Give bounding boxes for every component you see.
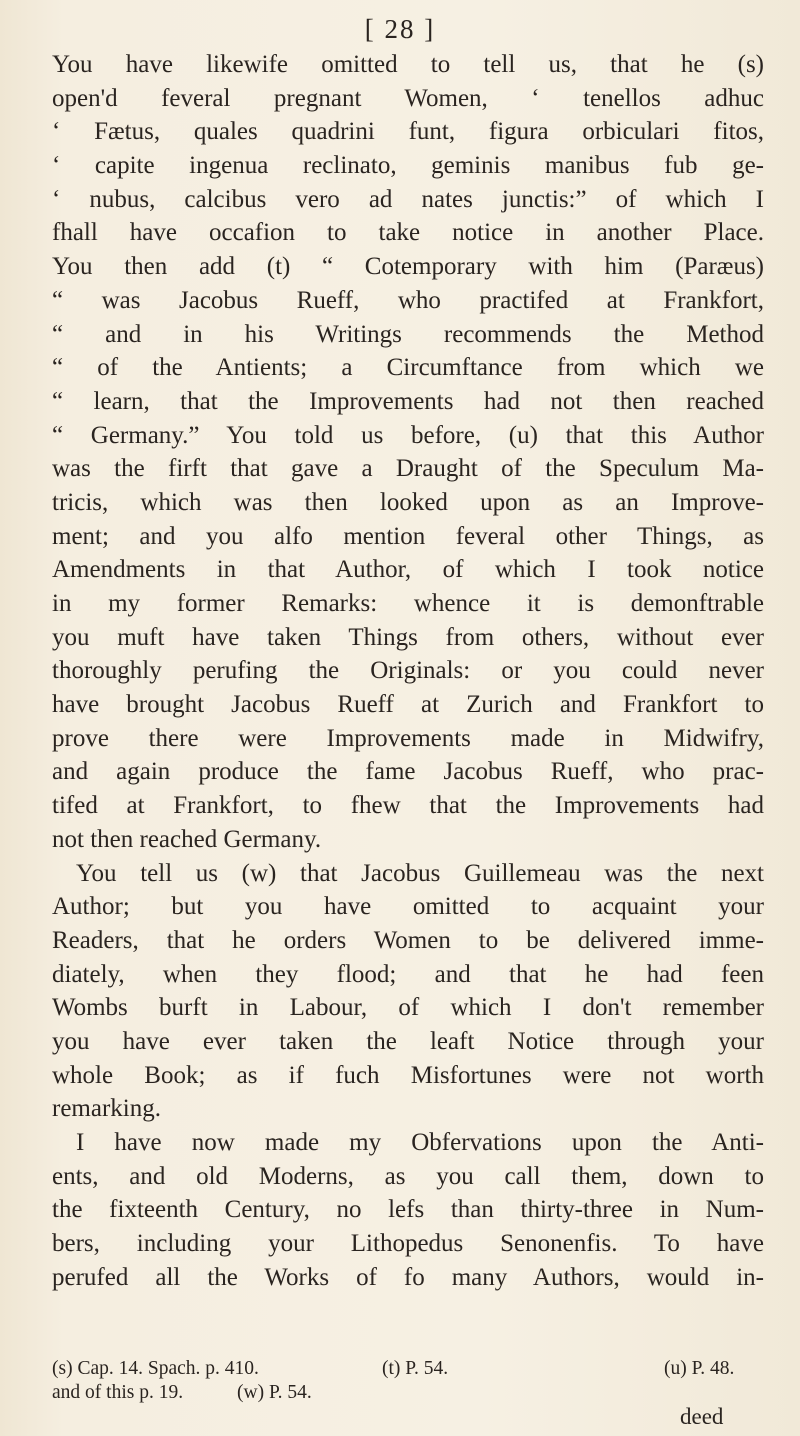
text-line: thoroughly perufing the Originals: or you could never — [52, 657, 764, 685]
text-line: and again produce the fame Jacobus Rueff, who prac- — [52, 758, 764, 786]
text-line: fhall have occafion to take notice in another Place. — [52, 219, 764, 247]
text-line: Author; but you have omitted to acquaint your — [52, 893, 764, 921]
text-line: You have likewife omitted to tell us, that he (s) — [52, 51, 764, 78]
text-line: remarking. — [52, 1095, 161, 1123]
text-line: tifed at Frankfort, to fhew that the Improvements had — [52, 792, 764, 820]
text-line: ‘ capite ingenua reclinato, geminis manibus fub ge- — [52, 152, 764, 180]
text-line: I have now made my Obfervations upon the Anti- — [76, 1129, 764, 1156]
page-number: [ 28 ] — [364, 14, 436, 44]
text-line: ment; and you alfo mention feveral other Things, as — [52, 522, 764, 550]
footnote-w: (w) P. 54. — [237, 1382, 312, 1403]
text-line: bers, including your Lithopedus Senonenfis. To have — [52, 1230, 764, 1258]
text-line: prove there were Improvements made in Midwifry, — [52, 724, 764, 752]
text-line: “ learn, that the Improvements had not then reached — [52, 387, 764, 415]
text-line: ‘ nubus, calcibus vero ad nates junctis:” of which I — [52, 185, 764, 213]
text-line: was the firft that gave a Draught of the Speculum Ma- — [52, 455, 764, 483]
text-line: “ Germany.” You told us before, (u) that this Author — [52, 421, 764, 449]
footnotes — [52, 1358, 764, 1406]
text-line: you have ever taken the leaft Notice through your — [52, 1027, 764, 1055]
text-line: in my former Remarks: whence it is demonftrable — [52, 590, 764, 617]
text-line: “ and in his Writings recommends the Method — [52, 320, 764, 348]
text-line: ents, and old Moderns, as you call them, down to — [52, 1162, 764, 1190]
text-line: have brought Jacobus Rueff at Zurich and Frankfort to — [52, 691, 764, 719]
text-line: open'd feveral pregnant Women, ‘ tenellos adhuc — [52, 84, 764, 112]
text-line: ‘ Fætus, quales quadrini funt, figura orbiculari fitos, — [52, 118, 764, 146]
text-line: diately, when they flood; and that he had feen — [52, 960, 764, 988]
text-line: tricis, which was then looked upon as an Improve- — [52, 488, 764, 516]
footnote-u: (u) P. 48. — [664, 1358, 735, 1379]
catchword: deed — [680, 1404, 724, 1429]
text-line: Amendments in that Author, of which I took notice — [52, 556, 764, 584]
text-line: Readers, that he orders Women to be delivered imme- — [52, 926, 764, 954]
text-line: not then reached Germany. — [52, 825, 322, 853]
text-line: perufed all the Works of fo many Authors, would in- — [52, 1263, 764, 1291]
footnote-s-continued: and of this p. 19. — [52, 1382, 184, 1403]
text-line: the fixteenth Century, no lefs than thirty-three in Num- — [52, 1196, 764, 1224]
text-line: whole Book; as if fuch Misfortunes were not worth — [52, 1061, 764, 1089]
footnote-t: (t) P. 54. — [382, 1358, 449, 1379]
text-line: “ was Jacobus Rueff, who practifed at Frankfort, — [52, 286, 764, 314]
text-line: You tell us (w) that Jacobus Guillemeau was the next — [76, 859, 764, 887]
footnote-s: (s) Cap. 14. Spach. p. 410. — [52, 1358, 259, 1379]
text-line: you muft have taken Things from others, without ever — [52, 623, 764, 651]
body-text — [52, 48, 764, 1294]
text-line: Wombs burft in Labour, of which I don't remember — [52, 994, 764, 1022]
text-line: You then add (t) “ Cotemporary with him (Paræus) — [52, 253, 764, 281]
text-line: “ of the Antients; a Circumftance from which we — [52, 354, 764, 382]
